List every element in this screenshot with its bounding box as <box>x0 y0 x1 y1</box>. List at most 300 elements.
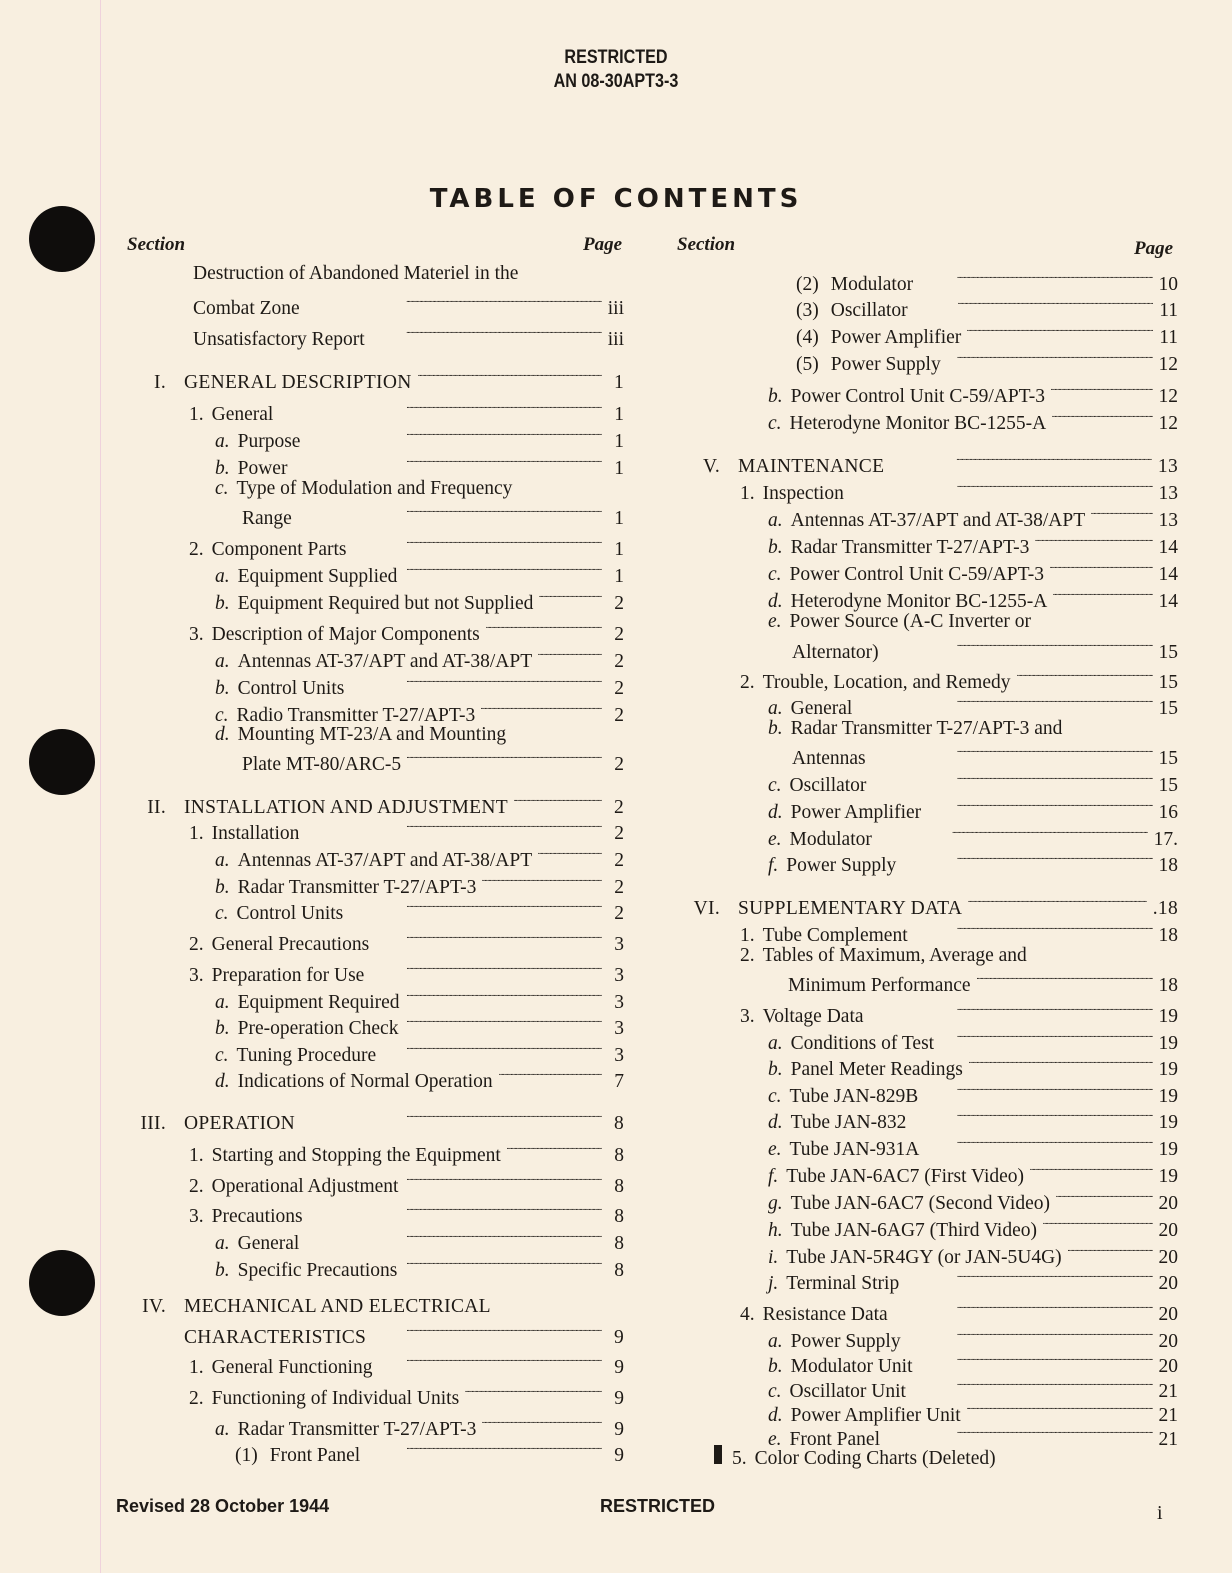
toc-entry-title: Pre-operation Check <box>237 1018 399 1039</box>
leader-dots <box>382 1037 602 1061</box>
toc-entry[interactable] <box>796 346 1178 377</box>
toc-entry-title: Heterodyne Monitor BC-1255-A <box>789 413 1047 434</box>
toc-entry[interactable] <box>768 610 1178 634</box>
toc-entry-marker: 2. <box>740 672 755 693</box>
toc-entry-title: Unsatisfactory Report <box>193 329 365 350</box>
toc-entry-page: 14 <box>1158 591 1178 612</box>
toc-entry-title: Radar Transmitter T-27/APT-3 <box>237 1419 477 1440</box>
leader-dots <box>850 475 1153 499</box>
toc-entry-page: 21 <box>1158 1381 1178 1402</box>
toc-entry-page: 15 <box>1158 698 1178 719</box>
leader-dots <box>969 1051 1153 1075</box>
toc-entry-page: 3 <box>614 1018 624 1039</box>
toc-entry-title: Modulator <box>830 274 914 295</box>
toc-entry-page: 19 <box>1158 1059 1178 1080</box>
toc-entry-title: Functioning of Individual Units <box>211 1388 460 1409</box>
binder-hole <box>29 1250 95 1316</box>
toc-entry-title: Tube JAN-931A <box>789 1139 920 1160</box>
leader-dots <box>418 364 602 388</box>
toc-entry-marker: j. <box>768 1273 779 1294</box>
page-title: TABLE OF CONTENTS <box>429 184 803 214</box>
toc-entry-page: 18 <box>1158 855 1178 876</box>
leader-dots <box>404 1010 602 1034</box>
toc-entry-marker: c. <box>768 564 782 585</box>
toc-entry[interactable] <box>193 321 624 352</box>
leader-dots <box>858 690 1152 714</box>
leader-dots <box>885 634 1153 658</box>
leader-dots <box>968 890 1147 914</box>
leader-dots <box>404 1168 602 1192</box>
leader-dots <box>539 585 602 609</box>
leader-dots <box>977 967 1153 991</box>
toc-entry-page: 12 <box>1158 413 1178 434</box>
toc-entry-page: iii <box>607 298 624 319</box>
toc-entry[interactable] <box>215 723 624 747</box>
toc-entry-marker: 4. <box>740 1304 755 1325</box>
toc-entry-page: 9 <box>614 1445 624 1466</box>
toc-entry-marker: e. <box>768 1139 782 1160</box>
toc-entry-marker: 3. <box>189 965 204 986</box>
toc-entry-title: GENERAL DESCRIPTION <box>184 372 412 393</box>
leader-dots <box>375 926 602 950</box>
toc-entry-title: Front Panel <box>789 1429 880 1450</box>
toc-entry[interactable] <box>189 1380 624 1411</box>
toc-entry-page: 2 <box>614 823 624 844</box>
toc-entry-title: Tube JAN-5R4GY (or JAN-5U4G) <box>786 1247 1062 1268</box>
toc-entry-page: 19 <box>1158 1006 1178 1027</box>
leader-dots <box>371 321 602 345</box>
toc-entry-marker: b. <box>215 678 230 699</box>
toc-entry-title: Plate MT-80/ARC-5 <box>242 754 402 775</box>
toc-entry-marker: b. <box>215 593 230 614</box>
toc-entry-marker: 1. <box>189 1145 204 1166</box>
toc-entry-page: 19 <box>1158 1086 1178 1107</box>
toc-entry[interactable] <box>768 717 1178 741</box>
leader-dots <box>482 869 602 893</box>
toc-entry-title: Antennas AT-37/APT and AT-38/APT <box>790 510 1086 531</box>
leader-dots <box>1050 556 1153 580</box>
leader-dots <box>305 815 602 839</box>
toc-entry-title: Tube JAN-6AC7 (Second Video) <box>790 1193 1050 1214</box>
binder-hole <box>29 729 95 795</box>
leader-dots <box>1056 1185 1153 1209</box>
toc-entry-title: MECHANICAL AND ELECTRICAL <box>184 1296 491 1317</box>
toc-entry-marker: 1. <box>189 404 204 425</box>
toc-entry-marker: c. <box>215 705 229 726</box>
toc-entry-title: Control Units <box>236 903 344 924</box>
toc-entry-marker: h. <box>768 1220 783 1241</box>
leader-dots <box>967 319 1153 343</box>
toc-entry-marker: b. <box>768 1356 783 1377</box>
toc-entry-title: Trouble, Location, and Remedy <box>762 672 1011 693</box>
toc-entry[interactable] <box>189 1349 624 1380</box>
toc-entry-title: General Precautions <box>211 934 370 955</box>
toc-entry-page: 19 <box>1158 1112 1178 1133</box>
toc-entry-page: 1 <box>614 539 624 560</box>
leader-dots <box>1035 529 1152 553</box>
toc-entry[interactable] <box>215 895 624 926</box>
toc-entry-title: Antennas AT-37/APT and AT-38/APT <box>237 850 533 871</box>
toc-entry-marker: e. <box>768 611 782 632</box>
right-page-header: Page <box>1134 238 1174 259</box>
toc-entry-marker: c. <box>768 775 782 796</box>
toc-entry-title: Front Panel <box>269 1445 361 1466</box>
toc-entry-title: Power <box>237 458 288 479</box>
toc-entry-title: Terminal Strip <box>786 1273 900 1294</box>
leader-dots <box>967 1397 1153 1421</box>
toc-entry-page: 2 <box>614 754 624 775</box>
toc-entry-title: Power Source (A-C Inverter or <box>789 611 1032 632</box>
toc-entry-title: Tube JAN-832 <box>790 1112 907 1133</box>
toc-entry-title: Antennas AT-37/APT and AT-38/APT <box>237 651 533 672</box>
toc-entry-page: 19 <box>1158 1033 1178 1054</box>
toc-entry[interactable] <box>768 1265 1178 1296</box>
leader-dots <box>406 984 602 1008</box>
toc-entry-marker: a. <box>215 992 230 1013</box>
toc-entry-title: Precautions <box>211 1206 303 1227</box>
toc-entry-page: 1 <box>613 372 624 393</box>
toc-entry-title: Power Amplifier <box>790 802 922 823</box>
toc-entry-title: Tube JAN-6AC7 (First Video) <box>786 1166 1025 1187</box>
toc-entry-marker: f. <box>768 855 779 876</box>
toc-entry-page: 20 <box>1158 1247 1178 1268</box>
toc-entry-marker: 1. <box>189 1357 204 1378</box>
toc-entry-page: 20 <box>1158 1273 1178 1294</box>
toc-entry-page: 13 <box>1158 483 1178 504</box>
toc-entry-page: 8 <box>614 1145 624 1166</box>
toc-entry-title: Specific Precautions <box>237 1260 398 1281</box>
toc-entry-marker: a. <box>215 1419 230 1440</box>
leader-dots <box>378 1349 602 1373</box>
toc-entry-marker: a. <box>768 1331 783 1352</box>
toc-entry[interactable] <box>120 364 624 395</box>
toc-entry-page: 18 <box>1158 975 1178 996</box>
toc-entry-title: Power Control Unit C-59/APT-3 <box>790 386 1046 407</box>
binder-hole <box>29 206 95 272</box>
toc-entry-title: OPERATION <box>184 1113 296 1134</box>
toc-entry[interactable] <box>768 847 1178 878</box>
toc-entry-marker: b. <box>768 718 783 739</box>
toc-entry[interactable] <box>120 1295 624 1319</box>
toc-entry-title: Control Units <box>237 678 345 699</box>
leader-dots <box>1052 405 1152 429</box>
toc-entry-title: Power Control Unit C-59/APT-3 <box>789 564 1044 585</box>
toc-entry-title: Starting and Stopping the Equipment <box>211 1145 501 1166</box>
toc-entry-marker: V. <box>702 456 720 477</box>
toc-entry-marker: d. <box>215 1071 230 1092</box>
toc-entry-page: 2 <box>613 797 624 818</box>
toc-entry-page: 19 <box>1158 1139 1178 1160</box>
toc-entry-title: Alternator) <box>792 642 879 663</box>
toc-entry-page: 8 <box>613 1113 624 1134</box>
toc-entry-title: Radar Transmitter T-27/APT-3 and <box>790 718 1063 739</box>
toc-entry-title: Power Supply <box>790 1331 901 1352</box>
toc-entry-page: 2 <box>614 593 624 614</box>
toc-entry-title: Mounting MT-23/A and Mounting <box>237 724 507 745</box>
toc-entry-title: Radar Transmitter T-27/APT-3 <box>237 877 477 898</box>
leader-dots <box>298 500 602 524</box>
leader-dots <box>499 1063 602 1087</box>
leader-dots <box>349 895 602 919</box>
toc-entry-title: Power Amplifier <box>830 327 962 348</box>
toc-entry-page: 11 <box>1159 300 1178 321</box>
toc-entry-title: SUPPLEMENTARY DATA <box>738 898 963 919</box>
toc-entry-page: 12 <box>1158 386 1178 407</box>
leader-dots <box>538 842 602 866</box>
leader-dots <box>370 957 602 981</box>
toc-entry-marker: 2. <box>189 1388 204 1409</box>
toc-entry[interactable] <box>215 1252 624 1283</box>
toc-entry-marker: a. <box>215 651 230 672</box>
toc-entry-page: 9 <box>614 1357 624 1378</box>
toc-entry-page: 20 <box>1158 1220 1178 1241</box>
leader-dots <box>1068 1239 1153 1263</box>
right-section-header: Section <box>677 234 736 255</box>
toc-entry-page: 8 <box>614 1260 624 1281</box>
toc-entry-marker: d. <box>768 591 783 612</box>
toc-entry-title: Heterodyne Monitor BC-1255-A <box>790 591 1048 612</box>
toc-entry-marker: 5. <box>732 1448 747 1469</box>
toc-entry[interactable] <box>215 585 624 616</box>
toc-entry-page: 8 <box>614 1176 624 1197</box>
toc-entry-page: iii <box>607 329 624 350</box>
leader-dots <box>872 740 1153 764</box>
toc-entry-marker: c. <box>215 478 229 499</box>
toc-entry[interactable] <box>788 967 1178 998</box>
toc-entry-page: 1 <box>614 404 624 425</box>
toc-entry-page: 18 <box>1158 925 1178 946</box>
toc-entry-title: Panel Meter Readings <box>790 1059 963 1080</box>
toc-entry-marker: IV. <box>142 1296 166 1317</box>
toc-entry[interactable] <box>215 1063 624 1094</box>
leader-dots <box>925 1131 1152 1155</box>
toc-entry-page: 13 <box>1157 456 1178 477</box>
leader-dots <box>293 450 602 474</box>
toc-entry-page: 8 <box>614 1206 624 1227</box>
toc-entry[interactable] <box>189 1168 624 1199</box>
toc-entry-page: 15 <box>1158 748 1178 769</box>
leader-dots <box>366 1437 602 1461</box>
toc-entry-page: 20 <box>1158 1331 1178 1352</box>
toc-entry-page: 2 <box>614 651 624 672</box>
toc-entry[interactable] <box>189 926 624 957</box>
toc-entry-marker: e. <box>768 829 782 850</box>
toc-entry-page: 15 <box>1158 642 1178 663</box>
toc-entry-title: Tables of Maximum, Average and <box>762 945 1027 966</box>
toc-entry-marker: d. <box>768 1405 783 1426</box>
toc-entry-marker: a. <box>215 566 230 587</box>
toc-entry-page: 1 <box>614 508 624 529</box>
toc-entry-page: 20 <box>1158 1193 1178 1214</box>
toc-entry-title: Component Parts <box>211 539 347 560</box>
toc-entry-marker: (2) <box>796 274 819 295</box>
toc-entry-marker: a. <box>215 850 230 871</box>
leader-dots <box>538 643 602 667</box>
leader-dots <box>924 1078 1152 1102</box>
toc-entry-page: 3 <box>614 1045 624 1066</box>
leader-dots <box>870 998 1153 1022</box>
toc-entry[interactable] <box>242 746 624 777</box>
toc-entry-marker: 1. <box>740 483 755 504</box>
toc-entry-marker: a. <box>768 510 783 531</box>
toc-entry-title: Minimum Performance <box>788 975 971 996</box>
footer-page-number: i <box>1157 1502 1163 1524</box>
toc-entry-page: 2 <box>614 903 624 924</box>
toc-entry-title: Inspection <box>762 483 844 504</box>
toc-entry-title: Tube JAN-6AG7 (Third Video) <box>790 1220 1037 1241</box>
leader-dots <box>919 266 1152 290</box>
toc-entry-page: 1 <box>614 566 624 587</box>
leader-dots <box>912 1373 1153 1397</box>
toc-entry[interactable] <box>235 1437 624 1468</box>
toc-entry-marker: (4) <box>796 327 819 348</box>
toc-entry-marker: 2. <box>189 1176 204 1197</box>
toc-entry-title: Preparation for Use <box>211 965 365 986</box>
leader-dots <box>403 1252 602 1276</box>
toc-entry-page: 15 <box>1158 672 1178 693</box>
toc-entry-marker: b. <box>215 1018 230 1039</box>
toc-entry-title: General <box>790 698 853 719</box>
toc-entry-title: Power Amplifier Unit <box>790 1405 961 1426</box>
toc-entry-marker: 1. <box>740 925 755 946</box>
toc-entry-marker: 2. <box>189 539 204 560</box>
header-doc-number: AN 08-30APT3-3 <box>553 71 679 92</box>
leader-dots <box>407 746 602 770</box>
leader-dots <box>482 1411 602 1435</box>
toc-entry-marker: f. <box>768 1166 779 1187</box>
header-classification: RESTRICTED <box>564 47 668 68</box>
toc-entry-marker: g. <box>768 1193 783 1214</box>
toc-entry-title: Conditions of Test <box>790 1033 935 1054</box>
toc-entry-title: Power Supply <box>786 855 897 876</box>
leader-dots <box>912 1104 1152 1128</box>
toc-entry-title: Operational Adjustment <box>211 1176 399 1197</box>
toc-entry-marker: c. <box>215 1045 229 1066</box>
leader-dots <box>927 794 1152 818</box>
toc-entry-title: Resistance Data <box>762 1304 888 1325</box>
leader-dots <box>306 423 602 447</box>
toc-entry[interactable] <box>792 634 1178 665</box>
toc-entry-marker: d. <box>768 1112 783 1133</box>
margin-line <box>100 0 101 1573</box>
toc-entry-title: Radio Transmitter T-27/APT-3 <box>236 705 476 726</box>
leader-dots <box>1091 502 1152 526</box>
leader-dots <box>1053 583 1152 607</box>
toc-entry[interactable] <box>714 1445 1178 1471</box>
leader-dots <box>305 1225 602 1249</box>
toc-entry-title: MAINTENANCE <box>738 456 885 477</box>
toc-entry-marker: b. <box>768 1059 783 1080</box>
toc-entry-marker: 3. <box>740 1006 755 1027</box>
toc-entry-title: Oscillator <box>789 775 867 796</box>
leader-dots <box>1030 1158 1152 1182</box>
leader-dots <box>905 1265 1152 1289</box>
toc-entry-page: 7 <box>614 1071 624 1092</box>
toc-entry-title: General <box>237 1233 300 1254</box>
toc-entry-title: Tuning Procedure <box>236 1045 377 1066</box>
toc-entry-title: Equipment Required <box>237 992 400 1013</box>
toc-entry-marker: 3. <box>189 624 204 645</box>
toc-entry-title: Power Supply <box>830 354 941 375</box>
toc-entry-page: 21 <box>1158 1405 1178 1426</box>
toc-entry-page: 8 <box>614 1233 624 1254</box>
toc-entry-title: Color Coding Charts (Deleted) <box>754 1448 996 1469</box>
leader-dots <box>914 917 1153 941</box>
toc-entry-marker: a. <box>768 698 783 719</box>
toc-entry-page: 17. <box>1153 829 1178 850</box>
toc-entry-title: Voltage Data <box>762 1006 864 1027</box>
footer-classification: RESTRICTED <box>600 1496 716 1516</box>
leader-dots <box>279 396 602 420</box>
leader-dots <box>886 1421 1153 1445</box>
toc-entry-title: Indications of Normal Operation <box>237 1071 493 1092</box>
toc-entry[interactable] <box>740 944 1178 968</box>
toc-entry-title: Range <box>242 508 292 529</box>
toc-entry-page: 20 <box>1158 1356 1178 1377</box>
toc-entry-page: 9 <box>613 1327 624 1348</box>
toc-entry-title: Tube JAN-829B <box>789 1086 919 1107</box>
toc-entry-title: Modulator Unit <box>790 1356 913 1377</box>
toc-entry-title: Installation <box>211 823 300 844</box>
toc-entry-marker: (5) <box>796 354 819 375</box>
toc-entry-page: 13 <box>1158 510 1178 531</box>
toc-entry-page: 10 <box>1158 274 1178 295</box>
leader-dots <box>1017 664 1153 688</box>
toc-entry[interactable] <box>215 477 624 501</box>
toc-entry-marker: 1. <box>189 823 204 844</box>
toc-entry[interactable] <box>189 1137 624 1168</box>
leader-dots <box>914 292 1154 316</box>
toc-entry-page: 14 <box>1158 564 1178 585</box>
toc-entry-title: General Functioning <box>211 1357 373 1378</box>
leader-dots <box>890 448 1152 472</box>
toc-entry-title: Modulator <box>789 829 872 850</box>
toc-entry-page: 15 <box>1158 775 1178 796</box>
toc-entry-marker: 3. <box>189 1206 204 1227</box>
toc-entry[interactable] <box>193 262 624 286</box>
toc-entry-title: Combat Zone <box>193 298 300 319</box>
toc-entry-marker: e. <box>768 1429 782 1450</box>
toc-entry-marker: b. <box>768 386 783 407</box>
toc-entry-page: 19 <box>1158 1166 1178 1187</box>
toc-entry-page: .18 <box>1152 898 1178 919</box>
toc-entry[interactable] <box>184 1319 624 1350</box>
leader-dots <box>872 767 1152 791</box>
toc-entry[interactable] <box>768 405 1178 436</box>
leader-dots <box>514 789 602 813</box>
toc-entry-title: Equipment Supplied <box>237 566 398 587</box>
toc-entry[interactable] <box>193 290 624 321</box>
toc-entry-page: 3 <box>614 934 624 955</box>
left-section-header: Section <box>127 234 186 255</box>
footer-revised-date: Revised 28 October 1944 <box>116 1496 330 1516</box>
toc-entry[interactable] <box>242 500 624 531</box>
leader-dots <box>919 1348 1153 1372</box>
toc-entry-marker: c. <box>768 413 782 434</box>
toc-entry[interactable] <box>120 1105 624 1136</box>
toc-entry-page: 9 <box>614 1388 624 1409</box>
toc-entry-marker: b. <box>215 877 230 898</box>
toc-entry-page: 14 <box>1158 537 1178 558</box>
leader-dots <box>947 346 1153 370</box>
toc-entry-title: CHARACTERISTICS <box>184 1327 367 1348</box>
leader-dots <box>894 1296 1153 1320</box>
leader-dots <box>907 1323 1153 1347</box>
toc-entry-page: 16 <box>1158 802 1178 823</box>
leader-dots <box>1043 1212 1153 1236</box>
toc-entry-marker: c. <box>215 903 229 924</box>
toc-entry-marker: (1) <box>235 1445 258 1466</box>
